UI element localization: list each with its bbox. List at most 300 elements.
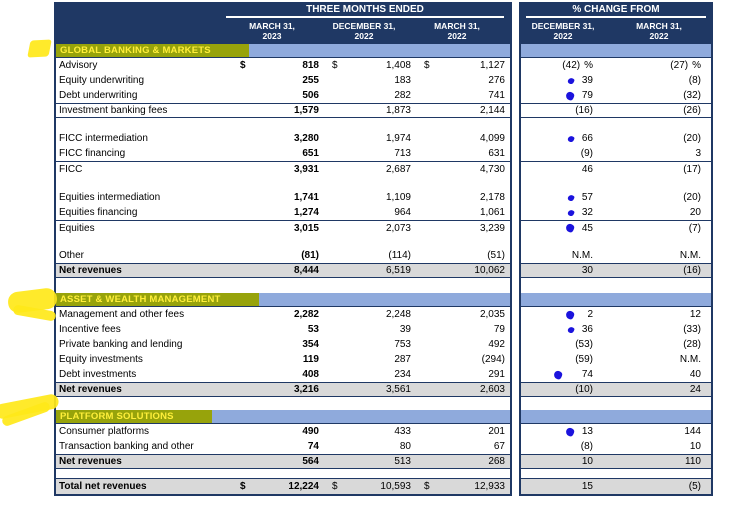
pct-cell bbox=[606, 339, 711, 350]
table-row bbox=[56, 382, 510, 397]
value-text: 1,741 bbox=[293, 192, 319, 203]
value-cell bbox=[232, 339, 324, 350]
table-row bbox=[56, 73, 510, 88]
pct-cell bbox=[521, 369, 606, 380]
section-row bbox=[56, 410, 510, 424]
value-cell bbox=[232, 105, 324, 116]
value-cell bbox=[324, 456, 416, 467]
table-row bbox=[521, 118, 711, 131]
pct-text: 30 bbox=[581, 265, 593, 276]
table-row bbox=[521, 190, 711, 205]
pct-cell bbox=[521, 133, 606, 144]
row-label: Net revenues bbox=[59, 265, 122, 276]
value-cell bbox=[232, 192, 324, 203]
value-text: 1,109 bbox=[385, 192, 411, 203]
value-text: 67 bbox=[493, 441, 505, 452]
table-row bbox=[521, 161, 711, 176]
value-text: 6,519 bbox=[385, 265, 411, 276]
pct-text: 13 bbox=[581, 426, 593, 437]
pct-text: 12 bbox=[689, 309, 701, 320]
value-cell bbox=[232, 148, 324, 159]
value-cell bbox=[232, 164, 324, 175]
pct-text: (8) bbox=[580, 441, 593, 452]
table-row bbox=[56, 103, 510, 118]
section-row bbox=[56, 293, 510, 307]
table-row bbox=[521, 146, 711, 161]
value-cell bbox=[324, 354, 416, 365]
table-row bbox=[56, 205, 510, 220]
pct-text: 79 bbox=[581, 90, 593, 101]
pct-text: 2 bbox=[587, 309, 593, 320]
header-spacer bbox=[54, 21, 226, 41]
value-cell bbox=[416, 309, 510, 320]
pct-text: 66 bbox=[581, 133, 593, 144]
pct-text: 36 bbox=[581, 324, 593, 335]
pct-cell bbox=[606, 133, 711, 144]
value-text: 3,216 bbox=[293, 384, 319, 395]
value-cell bbox=[416, 60, 510, 71]
value-cell bbox=[324, 60, 416, 71]
right-table-header bbox=[519, 2, 713, 43]
pct-text: (9) bbox=[580, 148, 593, 159]
value-cell bbox=[232, 60, 324, 71]
table-row bbox=[56, 397, 510, 410]
table-row bbox=[56, 337, 510, 352]
row-label: Debt underwriting bbox=[59, 90, 138, 101]
value-text: 4,730 bbox=[479, 163, 505, 175]
value-text: 818 bbox=[302, 60, 319, 71]
value-cell bbox=[324, 148, 416, 159]
value-cell bbox=[324, 426, 416, 437]
value-cell bbox=[416, 369, 510, 380]
value-text: 8,444 bbox=[293, 265, 319, 276]
table-row bbox=[521, 352, 711, 367]
pct-text: (20) bbox=[683, 192, 701, 203]
pct-text: (17) bbox=[683, 163, 701, 175]
value-cell bbox=[324, 369, 416, 380]
table-row bbox=[56, 307, 510, 322]
pct-cell bbox=[521, 426, 606, 437]
value-text: 631 bbox=[488, 148, 505, 159]
value-text: 492 bbox=[488, 339, 505, 350]
value-text: 3,280 bbox=[293, 133, 319, 144]
col-header-change-march-2022: MARCH 31, 2022 bbox=[636, 21, 682, 41]
value-text: 2,144 bbox=[479, 105, 505, 116]
pct-text: (33) bbox=[683, 324, 701, 335]
pct-text: (10) bbox=[575, 384, 593, 395]
table-row bbox=[521, 235, 711, 248]
row-label: Investment banking fees bbox=[59, 105, 168, 116]
value-cell bbox=[416, 324, 510, 335]
pct-text: 3 bbox=[695, 148, 701, 159]
value-cell bbox=[416, 207, 510, 218]
table-row bbox=[521, 73, 711, 88]
highlighter-mark bbox=[27, 39, 52, 57]
pct-text: (7) bbox=[688, 222, 701, 234]
table-row bbox=[521, 397, 711, 410]
pct-text: N.M. bbox=[679, 354, 701, 365]
value-cell bbox=[232, 223, 324, 234]
value-cell bbox=[232, 369, 324, 380]
value-text: 53 bbox=[307, 324, 319, 335]
value-cell bbox=[416, 148, 510, 159]
value-cell bbox=[324, 164, 416, 175]
value-text: 1,127 bbox=[479, 60, 505, 71]
pct-text: (20) bbox=[683, 133, 701, 144]
col-header-december-2022: DECEMBER 31, 2022 bbox=[332, 21, 396, 41]
table-row bbox=[521, 337, 711, 352]
value-text: 713 bbox=[394, 148, 411, 159]
table-row bbox=[521, 307, 711, 322]
pct-text: (53) bbox=[575, 339, 593, 350]
value-text: 234 bbox=[394, 369, 411, 380]
value-text: 1,061 bbox=[479, 207, 505, 218]
value-cell bbox=[232, 309, 324, 320]
row-label: Consumer platforms bbox=[59, 426, 150, 437]
value-cell bbox=[416, 481, 510, 492]
table-row bbox=[521, 220, 711, 235]
pen-mark-icon bbox=[565, 426, 576, 437]
pct-text: 32 bbox=[581, 207, 593, 218]
value-cell bbox=[324, 223, 416, 234]
pct-cell bbox=[521, 148, 606, 159]
table-row bbox=[521, 248, 711, 263]
table-row bbox=[521, 263, 711, 278]
pct-cell bbox=[521, 384, 606, 395]
value-cell bbox=[416, 133, 510, 144]
pct-cell bbox=[521, 105, 606, 116]
value-cell bbox=[416, 164, 510, 175]
table-row bbox=[521, 278, 711, 293]
value-cell bbox=[324, 192, 416, 203]
dollar-sign: $ bbox=[424, 481, 430, 492]
row-label: Private banking and lending bbox=[59, 339, 183, 350]
pct-text: (16) bbox=[683, 265, 701, 276]
pct-text: 20 bbox=[689, 207, 701, 218]
value-cell bbox=[232, 133, 324, 144]
table-row bbox=[521, 439, 711, 454]
table-row bbox=[56, 118, 510, 131]
pct-cell bbox=[521, 354, 606, 365]
table-row bbox=[56, 161, 510, 176]
value-text: 119 bbox=[302, 354, 319, 365]
value-cell bbox=[232, 456, 324, 467]
value-text: 506 bbox=[302, 90, 319, 101]
value-text: (81) bbox=[301, 250, 319, 261]
table-row bbox=[56, 439, 510, 454]
value-text: 2,603 bbox=[479, 384, 505, 395]
pct-cell bbox=[606, 309, 711, 320]
table-row bbox=[56, 352, 510, 367]
pen-mark-icon bbox=[565, 90, 576, 101]
value-text: 490 bbox=[302, 426, 319, 437]
table-row bbox=[56, 58, 510, 73]
three-months-ended-panel bbox=[54, 2, 512, 496]
value-text: 1,873 bbox=[385, 105, 411, 116]
value-cell bbox=[232, 324, 324, 335]
value-cell bbox=[416, 354, 510, 365]
value-text: 741 bbox=[488, 90, 505, 101]
left-header-columns bbox=[54, 21, 512, 41]
pct-text: (16) bbox=[575, 105, 593, 116]
pct-cell bbox=[521, 339, 606, 350]
pct-text: 45 bbox=[581, 222, 593, 234]
row-label: Equities bbox=[59, 222, 95, 234]
section-row bbox=[521, 293, 711, 307]
pct-cell bbox=[521, 481, 606, 492]
pct-cell bbox=[606, 354, 711, 365]
table-row bbox=[56, 424, 510, 439]
row-label: Total net revenues bbox=[59, 481, 147, 492]
pct-text: (32) bbox=[683, 90, 701, 101]
table-row bbox=[521, 176, 711, 190]
pen-mark-icon bbox=[567, 194, 575, 202]
pct-cell bbox=[606, 60, 711, 71]
right-header-title: % CHANGE FROM bbox=[526, 4, 706, 18]
value-text: 2,035 bbox=[479, 309, 505, 320]
pen-mark-icon bbox=[565, 309, 576, 320]
pct-text: 40 bbox=[689, 369, 701, 380]
pen-mark-icon bbox=[553, 369, 564, 380]
col-header-change-december-2022: DECEMBER 31, 2022 bbox=[531, 21, 595, 41]
row-label: Net revenues bbox=[59, 384, 122, 395]
table-row bbox=[521, 469, 711, 478]
pen-mark-icon bbox=[567, 135, 575, 143]
value-cell bbox=[324, 133, 416, 144]
pct-text: (28) bbox=[683, 339, 701, 350]
pct-cell bbox=[521, 90, 606, 101]
value-cell bbox=[324, 324, 416, 335]
value-text: 291 bbox=[488, 369, 505, 380]
pct-cell bbox=[521, 324, 606, 335]
table-row bbox=[56, 220, 510, 235]
row-label: Equity investments bbox=[59, 354, 143, 365]
value-cell bbox=[324, 207, 416, 218]
value-text: (114) bbox=[388, 250, 411, 261]
value-text: 2,073 bbox=[385, 222, 411, 234]
value-text: 255 bbox=[302, 75, 319, 86]
value-cell bbox=[416, 105, 510, 116]
pen-mark-icon bbox=[567, 77, 575, 85]
table-row bbox=[56, 454, 510, 469]
dollar-sign: $ bbox=[240, 60, 246, 71]
table-row bbox=[56, 176, 510, 190]
value-text: 287 bbox=[394, 354, 411, 365]
value-cell bbox=[324, 339, 416, 350]
row-label: Incentive fees bbox=[59, 324, 121, 335]
value-cell bbox=[232, 250, 324, 261]
value-cell bbox=[232, 265, 324, 276]
right-header-columns bbox=[519, 21, 713, 41]
pct-cell bbox=[606, 265, 711, 276]
percent-change-panel bbox=[519, 2, 713, 496]
pct-text: (27) bbox=[670, 60, 689, 71]
row-label: Equities intermediation bbox=[59, 192, 161, 203]
pct-cell bbox=[521, 192, 606, 203]
table-row bbox=[56, 131, 510, 146]
value-cell bbox=[324, 481, 416, 492]
pct-cell bbox=[606, 384, 711, 395]
value-text: 3,931 bbox=[293, 163, 319, 175]
value-text: 354 bbox=[302, 339, 319, 350]
value-text: 1,974 bbox=[385, 133, 411, 144]
pct-cell bbox=[521, 250, 606, 261]
value-text: 10,593 bbox=[380, 481, 411, 492]
pct-text: 110 bbox=[685, 456, 701, 467]
value-text: 2,282 bbox=[293, 309, 319, 320]
row-label: Other bbox=[59, 250, 85, 261]
pen-mark-icon bbox=[567, 326, 575, 334]
table-row bbox=[56, 88, 510, 103]
table-row bbox=[521, 454, 711, 469]
value-cell bbox=[232, 90, 324, 101]
row-label: FICC financing bbox=[59, 148, 126, 159]
section-title-highlight: PLATFORM SOLUTIONS bbox=[56, 410, 212, 423]
value-text: 201 bbox=[488, 426, 505, 437]
section-row bbox=[521, 410, 711, 424]
value-cell bbox=[324, 309, 416, 320]
table-row bbox=[56, 478, 510, 494]
value-text: 1,408 bbox=[385, 60, 411, 71]
value-text: 4,099 bbox=[479, 133, 505, 144]
value-text: 79 bbox=[493, 324, 505, 335]
pct-text: 74 bbox=[581, 369, 593, 380]
pct-cell bbox=[606, 192, 711, 203]
value-text: 408 bbox=[302, 369, 319, 380]
row-label: Advisory bbox=[59, 60, 98, 71]
value-cell bbox=[416, 75, 510, 86]
row-label: Management and other fees bbox=[59, 309, 185, 320]
table-row bbox=[521, 382, 711, 397]
pct-cell bbox=[606, 456, 711, 467]
value-cell bbox=[416, 441, 510, 452]
value-text: 3,561 bbox=[385, 384, 411, 395]
value-text: 433 bbox=[394, 426, 411, 437]
table-row bbox=[521, 424, 711, 439]
percent-change-table bbox=[519, 43, 713, 496]
pct-text: 57 bbox=[581, 192, 593, 203]
pct-cell bbox=[521, 164, 606, 175]
pct-cell bbox=[606, 324, 711, 335]
value-cell bbox=[324, 90, 416, 101]
value-text: 1,274 bbox=[293, 207, 319, 218]
value-cell bbox=[324, 75, 416, 86]
value-cell bbox=[232, 426, 324, 437]
value-text: 3,239 bbox=[479, 222, 505, 234]
dollar-sign: $ bbox=[332, 481, 338, 492]
value-cell bbox=[416, 265, 510, 276]
table-row bbox=[521, 58, 711, 73]
value-text: 651 bbox=[302, 148, 319, 159]
table-row bbox=[56, 367, 510, 382]
value-text: 183 bbox=[394, 75, 411, 86]
value-cell bbox=[416, 339, 510, 350]
col-header-march-2022: MARCH 31, 2022 bbox=[434, 21, 480, 41]
col-header-march-2023: MARCH 31, 2023 bbox=[249, 21, 295, 41]
value-cell bbox=[416, 384, 510, 395]
pct-text: N.M. bbox=[679, 250, 701, 261]
table-row bbox=[521, 322, 711, 337]
value-cell bbox=[416, 192, 510, 203]
left-table-header bbox=[54, 2, 512, 43]
pct-cell bbox=[521, 265, 606, 276]
pct-text: 46 bbox=[581, 163, 593, 175]
section-title-highlight: GLOBAL BANKING & MARKETS bbox=[56, 44, 249, 57]
pct-cell bbox=[606, 441, 711, 452]
table-row bbox=[521, 103, 711, 118]
pct-cell bbox=[606, 75, 711, 86]
value-cell bbox=[232, 207, 324, 218]
section-row bbox=[521, 44, 711, 58]
value-cell bbox=[416, 223, 510, 234]
pct-text: (26) bbox=[683, 105, 701, 116]
table-row bbox=[56, 190, 510, 205]
pct-text: 15 bbox=[581, 481, 593, 492]
value-cell bbox=[416, 250, 510, 261]
value-text: 282 bbox=[394, 90, 411, 101]
row-label: Debt investments bbox=[59, 369, 137, 380]
value-text: 268 bbox=[488, 456, 505, 467]
value-text: (294) bbox=[481, 354, 505, 365]
row-label: FICC intermediation bbox=[59, 133, 148, 144]
row-label: Equities financing bbox=[59, 207, 138, 218]
pct-text: 24 bbox=[689, 384, 701, 395]
percent-suffix: % bbox=[584, 60, 593, 71]
table-row bbox=[56, 322, 510, 337]
value-text: 964 bbox=[394, 207, 411, 218]
value-text: 1,579 bbox=[293, 105, 319, 116]
table-row bbox=[56, 263, 510, 278]
pct-cell bbox=[606, 369, 711, 380]
value-cell bbox=[232, 441, 324, 452]
value-text: (51) bbox=[487, 250, 505, 261]
table-row bbox=[521, 205, 711, 220]
pct-cell bbox=[521, 223, 606, 234]
value-cell bbox=[416, 456, 510, 467]
left-header-title: THREE MONTHS ENDED bbox=[226, 4, 504, 18]
value-cell bbox=[324, 265, 416, 276]
value-cell bbox=[324, 384, 416, 395]
pct-cell bbox=[521, 60, 606, 71]
table-row bbox=[56, 278, 510, 293]
revenues-table bbox=[54, 43, 512, 496]
value-text: 10,062 bbox=[474, 265, 505, 276]
value-cell bbox=[232, 354, 324, 365]
pct-cell bbox=[606, 148, 711, 159]
pct-cell bbox=[521, 207, 606, 218]
table-row bbox=[56, 469, 510, 478]
section-row bbox=[56, 44, 510, 58]
section-title-highlight: ASSET & WEALTH MANAGEMENT bbox=[56, 293, 259, 306]
value-cell bbox=[324, 105, 416, 116]
pct-cell bbox=[606, 90, 711, 101]
value-cell bbox=[232, 75, 324, 86]
pct-text: 10 bbox=[581, 456, 593, 467]
pct-cell bbox=[521, 309, 606, 320]
pct-text: N.M. bbox=[571, 250, 593, 261]
pct-cell bbox=[521, 441, 606, 452]
dollar-sign: $ bbox=[332, 60, 338, 71]
table-row bbox=[521, 88, 711, 103]
value-cell bbox=[416, 426, 510, 437]
percent-suffix: % bbox=[692, 60, 701, 71]
value-text: 12,933 bbox=[474, 481, 505, 492]
value-text: 12,224 bbox=[288, 481, 319, 492]
value-text: 39 bbox=[399, 324, 411, 335]
pct-cell bbox=[606, 426, 711, 437]
pct-text: 39 bbox=[581, 75, 593, 86]
pct-text: (8) bbox=[688, 75, 701, 86]
